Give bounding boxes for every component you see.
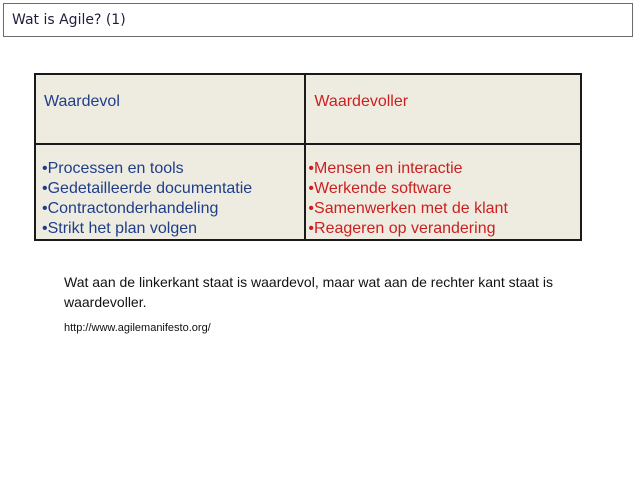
header-waardevoller: Waardevoller [305,74,581,144]
list-item: •Reageren op verandering [308,220,496,237]
list-item: •Werkende software [308,180,452,197]
slide-title: Wat is Agile? (1) [12,12,126,28]
manifesto-link[interactable]: http://www.agilemanifesto.org/ [64,322,211,334]
list-item: •Mensen en interactie [308,160,463,177]
list-item: •Gedetailleerde documentatie [42,180,253,197]
header-waardevol: Waardevol [35,74,305,144]
right-list [308,159,580,239]
list-item: •Processen en tools [42,160,184,177]
left-list [42,159,304,239]
table-body-row [35,144,581,240]
slide-title-box [3,3,633,37]
explanation-text: Wat aan de linkerkant staat is waardevol, maar wat aan de rechter kant staat is waardevoller. [64,274,553,310]
list-item: •Strikt het plan volgen [42,220,198,237]
list-item: •Contractonderhandeling [42,200,219,217]
list-item: •Samenwerken met de klant [308,200,508,217]
left-cell [35,144,305,240]
values-table [34,73,582,241]
table-header-row [35,74,581,144]
right-cell [305,144,581,240]
